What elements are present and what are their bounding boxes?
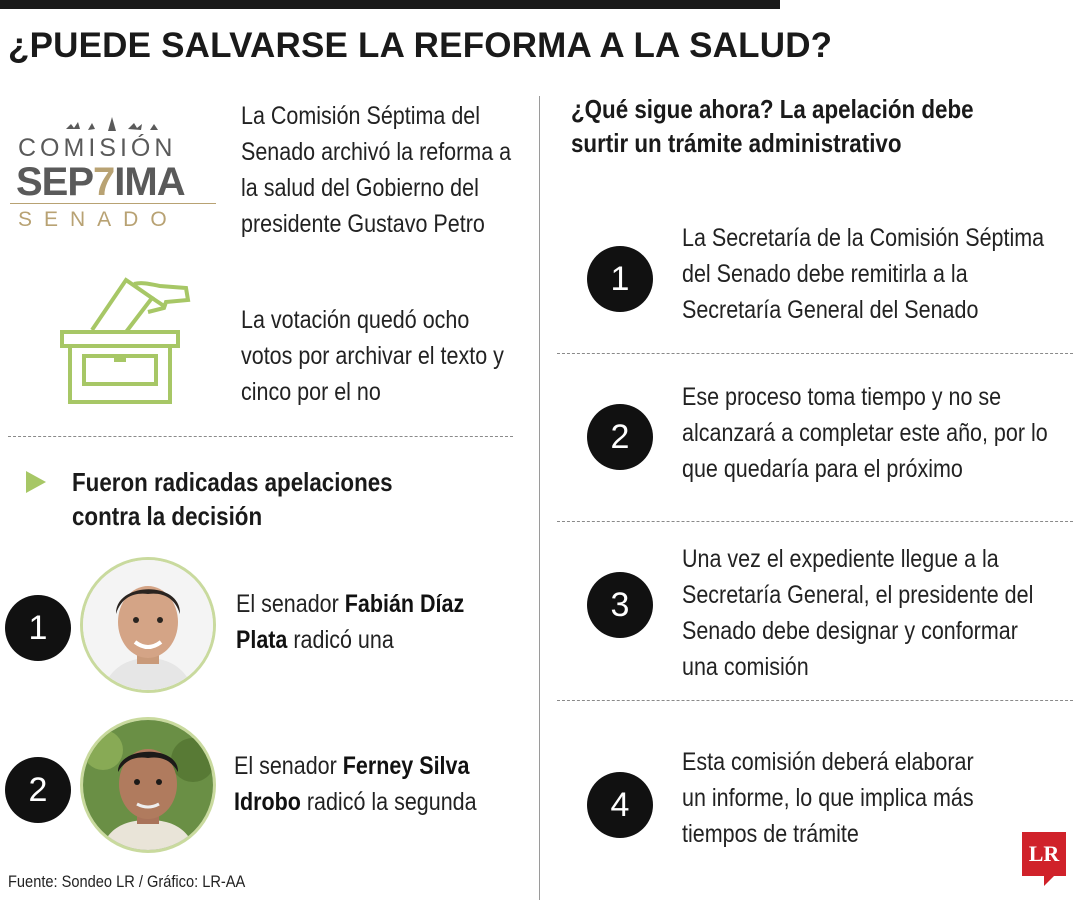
logo-line-septima: SEP7IMA <box>16 160 185 204</box>
appeals-heading: Fueron radicadas apelaciones contra la decisión <box>72 467 393 531</box>
appeal-number-1: 1 <box>5 595 71 661</box>
step-number-1: 1 <box>587 246 653 312</box>
logo-line-comision: COMISIÓN <box>18 134 177 162</box>
senator-name-2: Ferney Silva Idrobo <box>234 752 470 816</box>
appeal-text-2: El senador Ferney Silva Idrobo radicó la segunda <box>234 752 477 816</box>
step-divider-1 <box>557 353 1073 354</box>
step-number-3: 3 <box>587 572 653 638</box>
senator-photo-ferney-silva <box>80 717 216 853</box>
archive-text: La Comisión Séptima del Senado archivó la reforma a la salud del Gobierno del presidente Gustavo Petro <box>241 102 512 238</box>
step-divider-2 <box>557 521 1073 522</box>
step-text-2: Ese proceso toma tiempo y no se alcanzará a completar este año, por lo que quedaría para el próximo <box>682 383 1048 483</box>
step-divider-3 <box>557 700 1073 701</box>
senator-photo-fabian-diaz <box>80 557 216 693</box>
left-divider <box>8 436 513 437</box>
ballot-box-icon <box>56 272 196 408</box>
step-number-4: 4 <box>587 772 653 838</box>
top-rule <box>0 0 780 9</box>
column-divider <box>539 96 540 900</box>
vote-text: La votación quedó ocho votos por archivar el texto y cinco por el no <box>241 306 504 406</box>
source-credit: Fuente: Sondeo LR / Gráfico: LR-AA <box>8 872 246 891</box>
senator-name-1: Fabián Díaz Plata <box>236 590 465 654</box>
step-text-1: La Secretaría de la Comisión Séptima del Senado debe remitirla a la Secretaría General del Senado <box>682 224 1045 324</box>
step-text-3: Una vez el expediente llegue a la Secretaría General, el presidente del Senado debe designar y conformar una comisión <box>682 545 1034 681</box>
page-title: ¿PUEDE SALVARSE LA REFORMA A LA SALUD? <box>8 26 833 65</box>
logo-line-senado: SENADO <box>18 208 179 231</box>
play-arrow-icon <box>26 471 46 493</box>
appeal-number-2: 2 <box>5 757 71 823</box>
lr-brand-logo: LR <box>1022 832 1066 876</box>
appeal-text-1: El senador Fabián Díaz Plata radicó una <box>236 590 465 654</box>
next-steps-heading: ¿Qué sigue ahora? La apelación debe surtir un trámite administrativo <box>571 94 974 158</box>
step-text-4: Esta comisión deberá elaborar un informe, lo que implica más tiempos de trámite <box>682 748 974 848</box>
lr-logo-tail-icon <box>1044 876 1054 886</box>
comision-septima-logo <box>10 104 216 234</box>
logo-divider <box>10 203 216 204</box>
step-number-2: 2 <box>587 404 653 470</box>
